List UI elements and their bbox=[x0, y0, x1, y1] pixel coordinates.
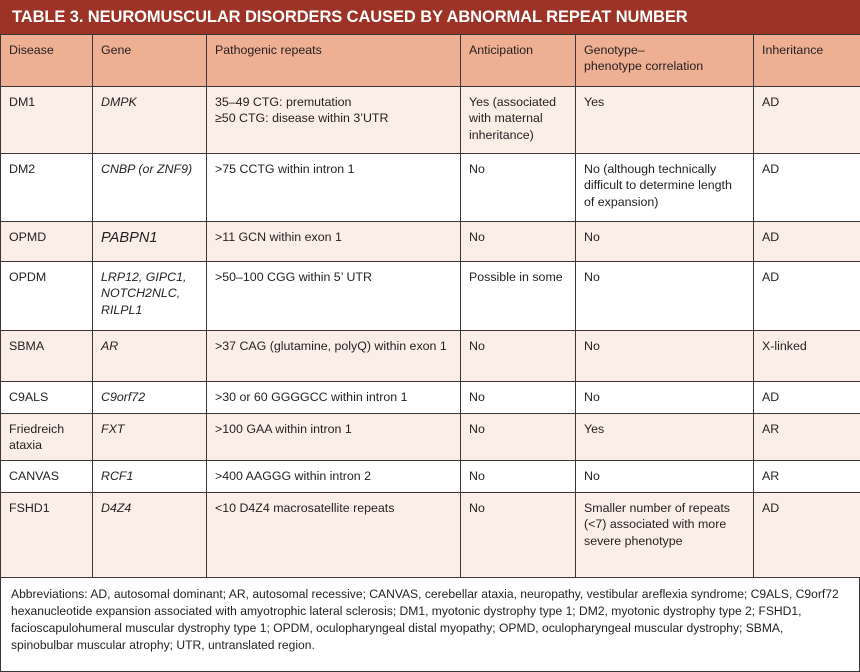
cell-inheritance: AD bbox=[754, 87, 860, 154]
cell-gene: LRP12, GIPC1, NOTCH2NLC, RILPL1 bbox=[93, 262, 207, 331]
cell-pathogenic-repeats bbox=[207, 87, 461, 154]
cell-anticipation: No bbox=[461, 222, 576, 262]
cell-gene: PABPN1 bbox=[93, 222, 207, 262]
cell-anticipation: No bbox=[461, 460, 576, 492]
column-header-gene: Gene bbox=[93, 35, 207, 87]
table-row bbox=[1, 154, 860, 222]
cell-inheritance: AD bbox=[754, 262, 860, 331]
cell-genotype-phenotype: Yes bbox=[576, 87, 754, 154]
table-footnote-abbreviations: Abbreviations: AD, autosomal dominant; AR, autosomal recessive; CANVAS, cerebellar ataxia, neuropathy, vestibular areflexia syndrome; C9ALS, C9orf72 hexanucleotide expansion associated with amyotrophic lateral sclerosis; DM1, myotonic dystrophy type 1; DM2, myotonic dystrophy type 2; FSHD1, facioscapulohumeral muscular dystrophy type 1; OPDM, oculopharyngeal distal myopathy; OPMD, oculopharyngeal muscular dystrophy; SBMA, spinobulbar muscular atrophy; UTR, untranslated region. bbox=[0, 578, 860, 672]
cell-pathogenic-repeats: <10 D4Z4 macrosatellite repeats bbox=[207, 492, 461, 577]
cell-gene: C9orf72 bbox=[93, 382, 207, 414]
cell-genotype-phenotype: Yes bbox=[576, 414, 754, 461]
column-header-disease: Disease bbox=[1, 35, 93, 87]
cell-pathogenic-repeats: >50–100 CGG within 5’ UTR bbox=[207, 262, 461, 331]
cell-anticipation: No bbox=[461, 382, 576, 414]
table-row bbox=[1, 460, 860, 492]
table-row bbox=[1, 262, 860, 331]
table-row bbox=[1, 87, 860, 154]
cell-gene: D4Z4 bbox=[93, 492, 207, 577]
column-header-genotype-line2: phenotype correlation bbox=[584, 59, 704, 74]
cell-genotype-phenotype: No bbox=[576, 460, 754, 492]
table-row bbox=[1, 382, 860, 414]
cell-anticipation: Possible in some bbox=[461, 262, 576, 331]
table-row bbox=[1, 492, 860, 577]
cell-genotype-phenotype: No (although technically difficult to determine length of expansion) bbox=[576, 154, 754, 222]
cell-disease: OPDM bbox=[1, 262, 93, 331]
cell-disease: DM2 bbox=[1, 154, 93, 222]
gene-symbol: DMPK bbox=[101, 95, 137, 109]
gene-symbol: CNBP bbox=[101, 162, 139, 176]
table-row bbox=[1, 414, 860, 461]
page-title: TABLE 3. NEUROMUSCULAR DISORDERS CAUSED BY ABNORMAL REPEAT NUMBER bbox=[12, 7, 688, 26]
cell-anticipation: No bbox=[461, 492, 576, 577]
table-title-bar bbox=[0, 0, 860, 34]
cell-anticipation: No bbox=[461, 414, 576, 461]
cell-disease: OPMD bbox=[1, 222, 93, 262]
cell-pathogenic-repeats: >37 CAG (glutamine, polyQ) within exon 1 bbox=[207, 331, 461, 382]
cell-inheritance: AR bbox=[754, 460, 860, 492]
cell-gene bbox=[93, 87, 207, 154]
cell-inheritance: AD bbox=[754, 222, 860, 262]
cell-inheritance: AD bbox=[754, 154, 860, 222]
repeats-line-2: ≥50 CTG: disease within 3’UTR bbox=[215, 111, 389, 126]
cell-pathogenic-repeats: >75 CCTG within intron 1 bbox=[207, 154, 461, 222]
cell-inheritance: X-linked bbox=[754, 331, 860, 382]
cell-anticipation: No bbox=[461, 331, 576, 382]
cell-inheritance: AD bbox=[754, 492, 860, 577]
cell-pathogenic-repeats: >100 GAA within intron 1 bbox=[207, 414, 461, 461]
cell-disease: DM1 bbox=[1, 87, 93, 154]
cell-genotype-phenotype: No bbox=[576, 382, 754, 414]
column-header-genotype-phenotype-correlation bbox=[576, 35, 754, 87]
cell-genotype-phenotype: No bbox=[576, 331, 754, 382]
table-body bbox=[1, 87, 860, 578]
cell-gene: RCF1 bbox=[93, 460, 207, 492]
cell-genotype-phenotype: No bbox=[576, 262, 754, 331]
cell-inheritance: AD bbox=[754, 382, 860, 414]
cell-disease: FSHD1 bbox=[1, 492, 93, 577]
column-header-inheritance: Inheritance bbox=[754, 35, 860, 87]
cell-genotype-phenotype: No bbox=[576, 222, 754, 262]
table-header bbox=[1, 35, 860, 87]
cell-pathogenic-repeats: >30 or 60 GGGGCC within intron 1 bbox=[207, 382, 461, 414]
repeats-line-1: 35–49 CTG: premutation bbox=[215, 95, 352, 109]
cell-inheritance: AR bbox=[754, 414, 860, 461]
cell-anticipation: No bbox=[461, 154, 576, 222]
cell-disease: SBMA bbox=[1, 331, 93, 382]
cell-genotype-phenotype: Smaller number of repeats (<7) associated with more severe phenotype bbox=[576, 492, 754, 577]
table-row bbox=[1, 222, 860, 262]
cell-gene bbox=[93, 154, 207, 222]
cell-disease: CANVAS bbox=[1, 460, 93, 492]
column-header-genotype-line1: Genotype– bbox=[584, 43, 645, 57]
column-header-anticipation: Anticipation bbox=[461, 35, 576, 87]
table-header-row bbox=[1, 35, 860, 87]
table-row bbox=[1, 331, 860, 382]
cell-pathogenic-repeats: >11 GCN within exon 1 bbox=[207, 222, 461, 262]
cell-gene: FXT bbox=[93, 414, 207, 461]
cell-disease: C9ALS bbox=[1, 382, 93, 414]
column-header-pathogenic-repeats: Pathogenic repeats bbox=[207, 35, 461, 87]
cell-disease: Friedreich ataxia bbox=[1, 414, 93, 461]
gene-note: (or ZNF9) bbox=[138, 162, 193, 176]
neuromuscular-disorders-table bbox=[0, 34, 860, 578]
cell-anticipation: Yes (associated with maternal inheritance) bbox=[461, 87, 576, 154]
cell-gene: AR bbox=[93, 331, 207, 382]
cell-pathogenic-repeats: >400 AAGGG within intron 2 bbox=[207, 460, 461, 492]
